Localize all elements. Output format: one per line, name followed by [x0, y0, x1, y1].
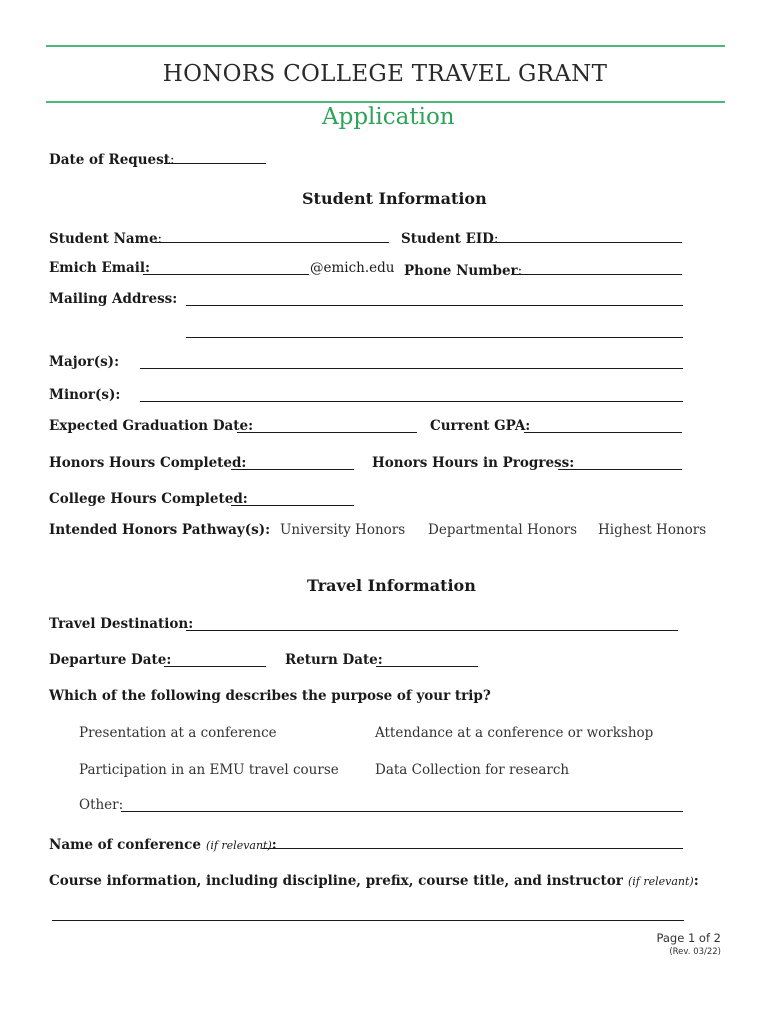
- date-of-request-field[interactable]: [164, 163, 266, 164]
- emich-email-domain: @emich.edu: [310, 260, 395, 276]
- student-name-field[interactable]: [153, 242, 389, 243]
- course-info-label: Course information, including discipline, prefix, course title, and instructor: [49, 873, 623, 889]
- college-hours-completed-label: College Hours Completed:: [49, 491, 248, 507]
- student-name-row: [49, 228, 162, 247]
- student-eid-colon: :: [493, 231, 499, 247]
- mailing-address-field-line2[interactable]: [186, 337, 683, 338]
- student-eid-label: Student EID: [401, 231, 494, 247]
- revision-note: (Rev. 03/22): [669, 947, 721, 957]
- pathway-option-departmental-honors[interactable]: Departmental Honors: [428, 522, 578, 538]
- expected-graduation-label: Expected Graduation Date:: [49, 418, 254, 434]
- current-gpa-label: Current GPA:: [430, 418, 531, 434]
- purpose-option-attendance[interactable]: Attendance at a conference or workshop: [375, 725, 654, 741]
- course-info-row: [49, 870, 699, 889]
- majors-field[interactable]: [140, 368, 683, 369]
- phone-number-colon: :: [517, 263, 523, 279]
- minors-label: Minor(s):: [49, 387, 121, 403]
- course-info-note: (if relevant): [627, 875, 694, 888]
- majors-label: Major(s):: [49, 354, 120, 370]
- honors-hours-completed-field[interactable]: [231, 469, 354, 470]
- course-info-colon: :: [693, 873, 699, 889]
- purpose-option-data-collection[interactable]: Data Collection for research: [375, 762, 570, 778]
- mailing-address-label: Mailing Address:: [49, 291, 178, 307]
- conference-name-row: [49, 834, 277, 853]
- return-date-field[interactable]: [376, 666, 478, 667]
- student-name-colon: :: [157, 231, 163, 247]
- top-green-rule: [46, 45, 725, 47]
- emich-email-field[interactable]: [143, 274, 309, 275]
- conference-name-label: Name of conference: [49, 837, 201, 853]
- student-eid-row: [401, 228, 498, 247]
- travel-destination-label: Travel Destination:: [49, 616, 194, 632]
- return-date-label: Return Date:: [285, 652, 383, 668]
- conference-name-field[interactable]: [262, 848, 683, 849]
- conference-name-colon: :: [271, 837, 277, 853]
- other-label: Other:: [79, 797, 124, 813]
- expected-graduation-field[interactable]: [237, 432, 417, 433]
- purpose-option-emu-travel-course[interactable]: Participation in an EMU travel course: [79, 762, 339, 778]
- phone-number-row: [404, 260, 522, 279]
- conference-name-note: (if relevant): [206, 839, 272, 852]
- form-subtitle: Application: [322, 104, 455, 130]
- date-of-request-label: Date of Request: [49, 152, 170, 168]
- purpose-question: Which of the following describes the purpose of your trip?: [49, 688, 491, 704]
- title-green-rule: [46, 101, 725, 103]
- minors-field[interactable]: [140, 401, 683, 402]
- date-of-request-colon: :: [169, 152, 175, 168]
- student-name-label: Student Name: [49, 231, 158, 247]
- other-field[interactable]: [121, 811, 683, 812]
- emich-email-label: Emich Email:: [49, 260, 150, 276]
- pathway-option-highest-honors[interactable]: Highest Honors: [598, 522, 707, 538]
- student-eid-field[interactable]: [490, 242, 682, 243]
- form-title: HONORS COLLEGE TRAVEL GRANT: [162, 61, 608, 87]
- phone-number-field[interactable]: [513, 274, 682, 275]
- honors-hours-completed-label: Honors Hours Completed:: [49, 455, 247, 471]
- travel-information-heading: Travel Information: [307, 576, 476, 595]
- travel-destination-field[interactable]: [186, 630, 678, 631]
- page-number: Page 1 of 2: [656, 931, 721, 945]
- date-of-request-row: [49, 149, 175, 168]
- departure-date-field[interactable]: [164, 666, 266, 667]
- pathway-option-university-honors[interactable]: University Honors: [280, 522, 406, 538]
- current-gpa-field[interactable]: [524, 432, 682, 433]
- honors-hours-in-progress-field[interactable]: [558, 469, 682, 470]
- pathways-label: Intended Honors Pathway(s):: [49, 522, 271, 538]
- student-information-heading: Student Information: [302, 189, 487, 208]
- honors-hours-in-progress-label: Honors Hours in Progress:: [372, 455, 575, 471]
- college-hours-completed-field[interactable]: [231, 505, 354, 506]
- course-info-field[interactable]: [52, 920, 684, 921]
- mailing-address-field-line1[interactable]: [186, 305, 683, 306]
- purpose-option-presentation[interactable]: Presentation at a conference: [79, 725, 277, 741]
- phone-number-label: Phone Number: [404, 263, 518, 279]
- departure-date-label: Departure Date:: [49, 652, 172, 668]
